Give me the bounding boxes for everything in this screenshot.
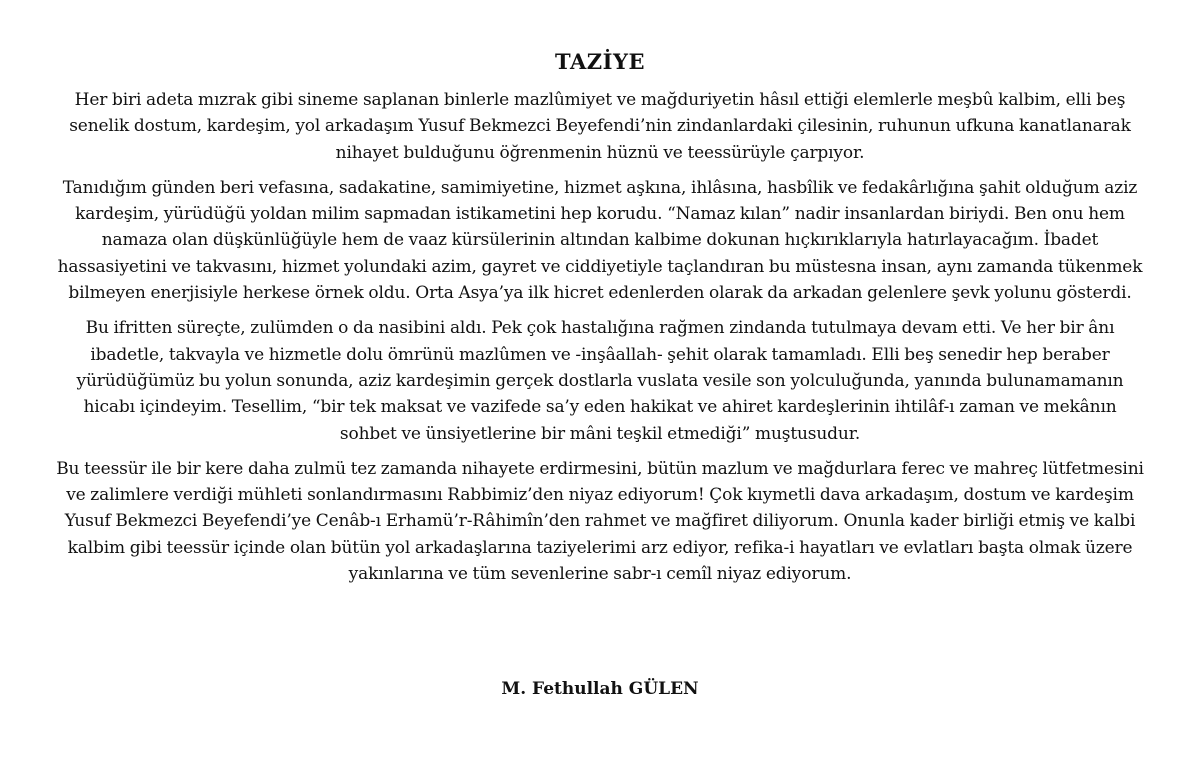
paragraph-2: Tanıdığım günden beri vefasına, sadakatine, samimiyetine, hizmet aşkına, ihlâsına, hasbîlik ve fedakârlığına şahit olduğum aziz kardeşim, yürüdüğü yoldan milim sapmadan istikametini hep korudu. “Namaz kılan” nadir insanlardan biriydi. Ben onu hem namaza olan düşkünlüğüyle hem de vaaz kürsülerinin altından kalbime dokunan hıçkırıklarıyla hatırlayacağım. İbadet hassasiyetini ve takvasını, hizmet yolundaki azim, gayret ve ciddiyetiyle taçlandıran bu müstesna insan, aynı zamanda tükenmek bilmeyen enerjisiyle herkese örnek oldu. Orta Asya’ya ilk hicret edenlerden olarak da arkadan gelenlere şevk yolunu gösterdi. [57,177,1143,304]
paragraph-3: Bu ifritten süreçte, zulümden o da nasibini aldı. Pek çok hastalığına rağmen zindanda tutulmaya devam etti. Ve her bir ânı ibadetle, takvayla ve hizmetle dolu ömrünü mazlûmen ve -inşâallah- şehit olarak tamamladı. Elli beş senedir hep beraber yürüdüğümüz bu yolun sonunda, aziz kardeşimin gerçek dostlarla vuslata vesile son yolculuğunda, yanında bulunamamanın hicabı içindeyim. Tesellim, “bir tek maksat ve vazifede sa’y eden hakikat ve ahiret kardeşlerinin ihtilâf-ı zaman ve mekânın sohbet ve ünsiyetlerine bir mâni teşkil etmediği” muştusudur. [76,318,1124,444]
document-title: TAZİYE [555,49,645,74]
paragraph-1: Her biri adeta mızrak gibi sineme saplanan binlerle mazlûmiyet ve mağduriyetin hâsıl ettiği elemlerle meşbû kalbim, elli beş senelik dostum, kardeşim, yol arkadaşım Yusuf Bekmezci Beyefendi’nin zindanlardaki çilesinin, ruhunun ufkuna kanatlanarak nihayet bulduğunu öğrenmenin hüznü ve teessürüyle çarpıyor. [69,90,1131,163]
paragraph-4: Bu teessür ile bir kere daha zulmü tez zamanda nihayete erdirmesini, bütün mazlum ve mağdurlara ferec ve mahreç lütfetmesini ve zalimlere verdiği mühleti sonlandırmasını Rabbimiz’den niyaz ediyorum! Çok kıymetli dava arkadaşım, dostum ve kardeşim Yusuf Bekmezci Beyefendi’ye Cenâb-ı Erhamü’r-Râhimîn’den rahmet ve mağfiret diliyorum. Onunla kader birliği etmiş ve kalbi kalbim gibi teessür içinde olan bütün yol arkadaşlarına taziyelerimi arz ediyor, refika-i hayatları ve evlatları başta olmak üzere yakınlarına ve tüm sevenlerine sabr-ı cemîl niyaz ediyorum. [56,458,1144,585]
document-body [55,87,1145,587]
signature: M. Fethullah GÜLEN [501,679,699,699]
